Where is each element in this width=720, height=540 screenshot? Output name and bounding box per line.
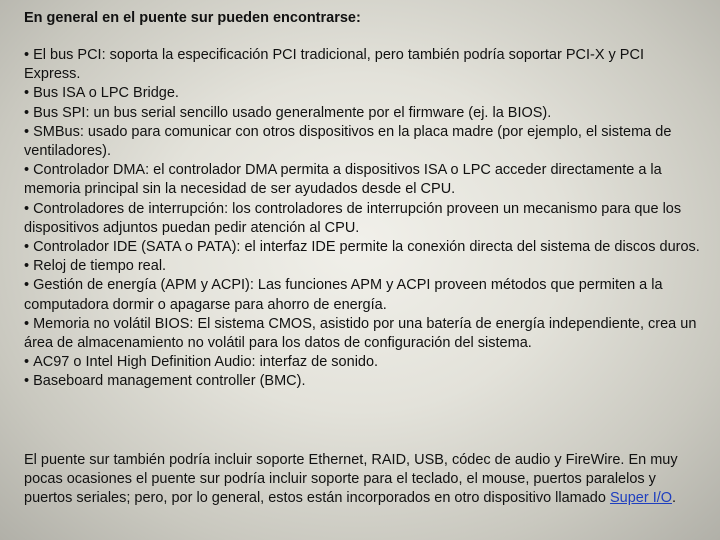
bullet-text: Reloj de tiempo real. bbox=[33, 258, 167, 275]
bullet-item bbox=[24, 84, 704, 103]
bullet-item bbox=[24, 161, 704, 199]
bullet-text: Bus ISA o LPC Bridge. bbox=[33, 85, 179, 102]
bullet-item bbox=[24, 123, 704, 161]
bullet-item bbox=[24, 200, 704, 238]
bullet-text: Bus SPI: un bus serial sencillo usado generalmente por el firmware (ej. la BIOS). bbox=[33, 104, 552, 121]
bullet-item bbox=[24, 353, 704, 372]
bullet-item bbox=[24, 276, 704, 314]
bullet-text: Memoria no volátil BIOS: El sistema CMOS, asistido por una batería de energía independiente, crea un área de almacenamiento no volátil para los datos de configuración del sistema. bbox=[24, 315, 697, 352]
bullet-mark: • bbox=[24, 258, 30, 275]
closing-paragraph bbox=[24, 451, 704, 509]
bullet-mark: • bbox=[24, 47, 30, 63]
bullet-mark: • bbox=[24, 104, 30, 121]
bullet-item bbox=[24, 104, 704, 123]
bullet-text: Controladores de interrupción: los controladores de interrupción proveen un mecanismo para que los dispositivos adjuntos puedan pedir atención al CPU. bbox=[24, 200, 682, 236]
bullet-mark: • bbox=[24, 373, 30, 390]
bullet-text: El bus PCI: soporta la especificación PCI tradicional, pero también podría soportar PCI-X y PCI Express. bbox=[24, 47, 644, 83]
bullet-text: Gestión de energía (APM y ACPI): Las funciones APM y ACPI proveen métodos que permiten a la computadora dormir o apagarse para ahorro de energía. bbox=[24, 277, 663, 313]
bullet-mark: • bbox=[24, 239, 30, 256]
bullet-item bbox=[24, 46, 704, 84]
bullet-mark: • bbox=[24, 162, 30, 179]
closing-text: El puente sur también podría incluir soporte Ethernet, RAID, USB, códec de audio y FireWire. En muy pocas ocasiones el puente sur podría incluir soporte para el teclado, el mouse, puertos paralelos y puertos seriales; pero, por lo general, estos están incorporados en otro dispositivo llamado bbox=[24, 452, 678, 507]
slide-title: En general en el puente sur pueden encontrarse: bbox=[24, 10, 361, 26]
bullet-text: Controlador DMA: el controlador DMA permita a dispositivos ISA o LPC acceder directamente a la memoria principal sin la necesidad de ser ayudados desde el CPU. bbox=[24, 162, 662, 198]
bullet-item bbox=[24, 315, 704, 353]
bullet-mark: • bbox=[24, 200, 30, 217]
bullet-mark: • bbox=[24, 85, 30, 102]
bullet-text: Baseboard management controller (BMC). bbox=[33, 373, 306, 390]
bullet-mark: • bbox=[24, 354, 30, 371]
bullet-mark: • bbox=[24, 277, 30, 294]
bullet-item bbox=[24, 238, 704, 257]
bullet-list bbox=[24, 46, 704, 392]
bullet-text: AC97 o Intel High Definition Audio: interfaz de sonido. bbox=[33, 354, 379, 371]
bullet-text: Controlador IDE (SATA o PATA): el interfaz IDE permite la conexión directa del sistema de discos duros. bbox=[33, 239, 700, 256]
bullet-text: SMBus: usado para comunicar con otros dispositivos en la placa madre (por ejemplo, el sistema de ventiladores). bbox=[24, 123, 672, 160]
super-io-link[interactable]: Super I/O bbox=[609, 490, 673, 507]
bullet-item bbox=[24, 372, 704, 391]
bullet-mark: • bbox=[24, 123, 30, 140]
closing-end: . bbox=[672, 490, 677, 507]
bullet-item bbox=[24, 257, 704, 276]
bullet-mark: • bbox=[24, 315, 30, 332]
